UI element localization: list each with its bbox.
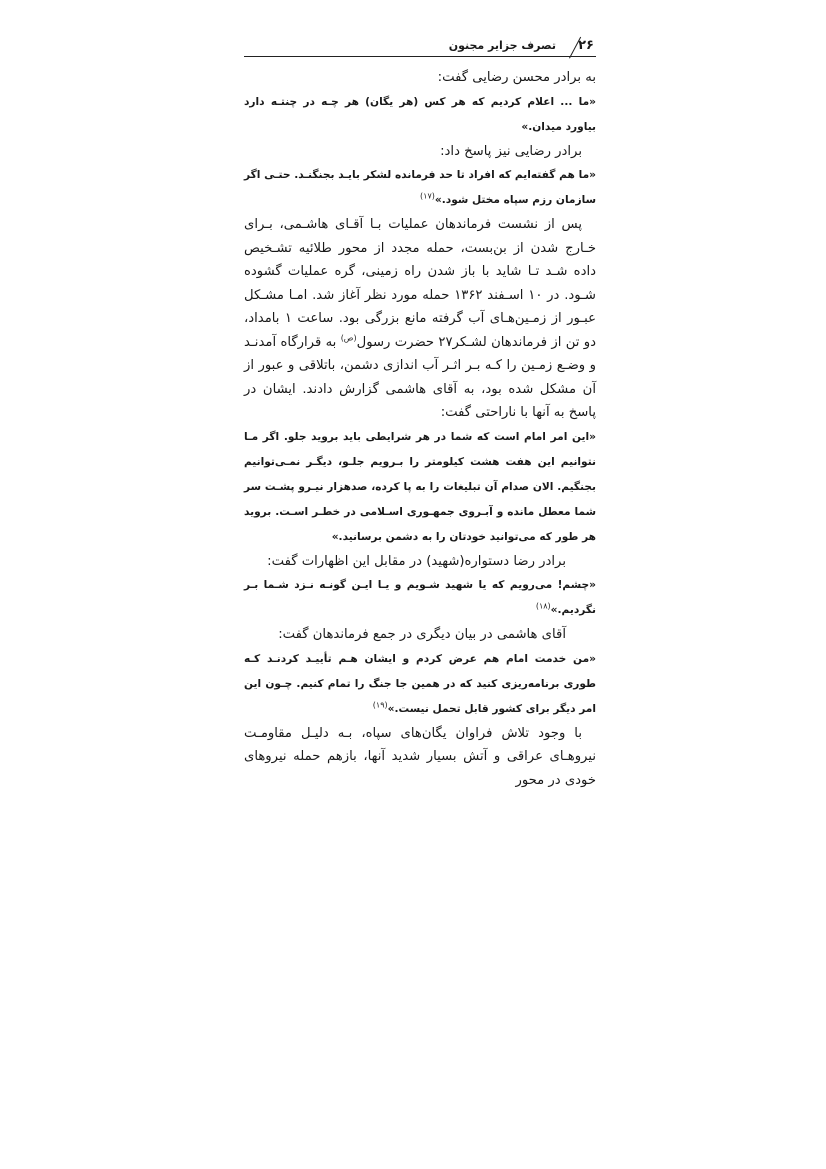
narration-6: با وجود تلاش فراوان یگان‌های سپاه، بـه دلیـل مقاومـت نیروهـای عراقی و آتش بسیار شدید آنها، بازهم حمله نیروهای خودی در محور xyxy=(244,725,596,788)
narration-5: آقای هاشمی در بیان دیگری در جمع فرماندهان گفت: xyxy=(278,627,566,642)
running-title: تصرف جزایر مجنون xyxy=(448,39,556,52)
quote-1: «ما ... اعلام کردیم که هر کس (هر یگان) هر چـه در چنتـه دارد بیاورد میدان.» xyxy=(244,95,596,133)
quote-4-text: «چشم! می‌رویم که یا شهید شـویم و یـا ایـن گونـه نـزد شـما بـر نگردیم.» xyxy=(244,579,596,616)
book-page xyxy=(244,34,596,792)
narration-3-text-after: به قرارگاه آمدنـد و وضـع زمـین را کـه بـر اثـر آب اندازی دشمن، باتلاقی و عبور از آن مشکل شده بود، به آقای هاشمی گزارش دادند. ایشان در پاسخ به آنها با ناراحتی گفت: xyxy=(244,334,596,420)
footnote-ref-17: (۱۷) xyxy=(420,191,435,201)
quote-2 xyxy=(244,163,596,213)
footnote-ref-18: (۱۸) xyxy=(535,601,551,611)
footnote-ref-19: (۱۹) xyxy=(372,699,388,709)
quote-2-text: «ما هم گفته‌ایم که افراد تا حد فرمانده لشکر بایـد بجنگنـد. حتـی اگر سازمان رزم سپاه مختل شود.» xyxy=(244,169,596,206)
narration-3-text: پس از نشست فرماندهان عملیات بـا آقـای هاشـمی، بـرای خـارج شدن از بن‌بست، حمله مجدد از محور طلائیه تشـخیص داده شـد تـا شاید با باز شدن راه زمینی، گره عملیات گشوده شـود. در ۱۰ اسـفند ۱۳۶۲ حمله مورد نظر آغاز شد. امـا مشـکل عبـور از زمـین‌هـای آب گرفته مانع بزرگی بود. ساعت ۱ بامداد، دو تن از فرماندهان لشـکر۲۷ حضرت رسول xyxy=(244,217,596,350)
quote-5-text: «من خدمت امام هم عرض کردم و ایشان هـم تأییـد کردنـد کـه طوری برنامه‌ریزی کنید که در همین جا جنگ را تمام کنیم. چـون این امر دیگر برای کشور قابل تحمل نیست.» xyxy=(244,652,596,715)
narration-1: به برادر محسن رضایی گفت: xyxy=(437,70,596,85)
quote-4 xyxy=(244,573,596,623)
honorific-sup: (ص) xyxy=(340,333,357,343)
header-rule xyxy=(244,56,596,57)
page-number: ۲۶ xyxy=(578,38,594,53)
narration-2: برادر رضایی نیز پاسخ داد: xyxy=(440,143,582,159)
quote-3: «این امر امام است که شما در هر شرایطی باید بروید جلو. اگر مـا نتوانیم این هفت هشت کیلومتر را بـرویم جلـو، دیگـر نمـی‌توانیم بجنگیم. الان صدام آن تبلیغات را به پا کرده، صدهزار نیـرو پشـت سر شما معطل مانده و آبـروی جمهـوری اسـلامی در خطـر اسـت. بروید هر طور که می‌توانید خودتان را به دشمن برسانید.» xyxy=(244,430,596,543)
quote-5 xyxy=(244,647,596,722)
running-header xyxy=(244,34,596,58)
narration-4: برادر رضا دستواره(شهید) در مقابل این اظهارات گفت: xyxy=(267,553,566,569)
narration-3 xyxy=(244,213,596,425)
